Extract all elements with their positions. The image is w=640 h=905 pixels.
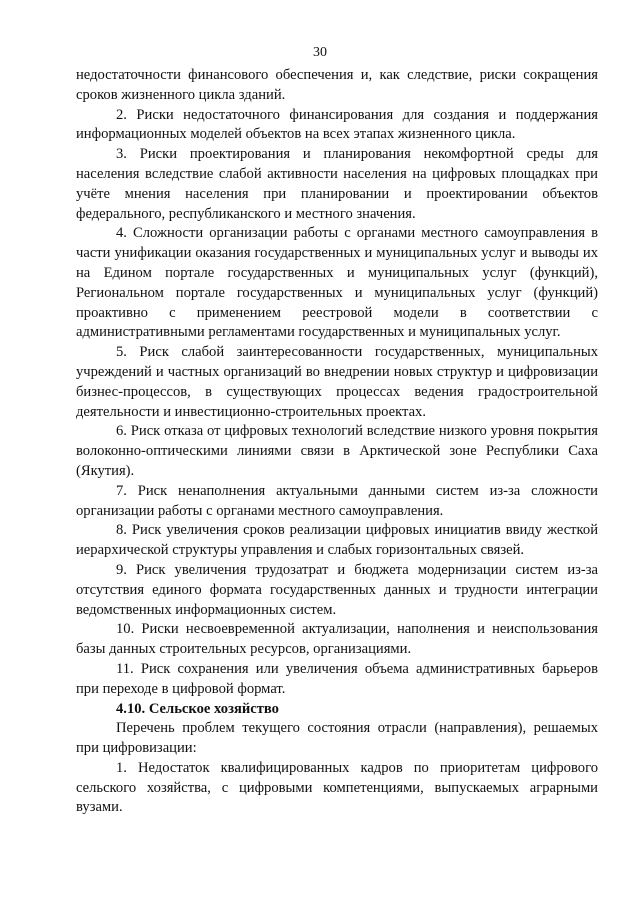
paragraph-risk-9: 9. Риск увеличения трудозатрат и бюджета модернизации систем из-за отсутствия единого формата государственных данных и трудности интеграции ведомственных информационных систем.	[76, 561, 598, 618]
section-heading: 4.10. Сельское хозяйство	[116, 700, 279, 717]
paragraph-risk-3: 3. Риски проектирования и планирования некомфортной среды для населения вследствие слабой активности населения на цифровых площадках при учёте мнения населения при планировании и проектировании объектов федерального, республиканского и местного значения.	[76, 146, 598, 222]
page-number: 30	[313, 45, 327, 60]
paragraph-risk-11: 11. Риск сохранения или увеличения объема административных барьеров при переходе в цифровой формат.	[76, 660, 598, 697]
paragraph-risk-10: 10. Риски несвоевременной актуализации, наполнения и неиспользования базы данных строительных ресурсов, организациями.	[76, 621, 598, 658]
paragraph-risk-2: 2. Риски недостаточного финансирования для создания и поддержания информационных моделей объектов на всех этапах жизненного цикла.	[76, 106, 598, 143]
paragraph-risk-8: 8. Риск увеличения сроков реализации цифровых инициатив ввиду жесткой иерархической структуры управления и слабых горизонтальных связей.	[76, 522, 598, 559]
paragraph-risk-6: 6. Риск отказа от цифровых технологий вследствие низкого уровня покрытия волоконно-оптическими линиями связи в Арктической зоне Республики Саха (Якутия).	[76, 423, 598, 479]
paragraph-continuation: недостаточности финансового обеспечения и, как следствие, риски сокращения сроков жизненного цикла зданий.	[76, 67, 598, 103]
paragraph-risk-4: 4. Сложности организации работы с органами местного самоуправления в части унификации оказания государственных и муниципальных услуг и выводы их на Едином портале государственных и муниципальных услуг (функций), Региональном портале государственных и муниципальных услуг (функций) проактивно с применением реестровой модели в соответствии с административными регламентами государственных и муниципальных услуг.	[76, 225, 598, 341]
paragraph-intro: Перечень проблем текущего состояния отрасли (направления), решаемых при цифровизации:	[76, 720, 598, 757]
paragraph-risk-7: 7. Риск ненаполнения актуальными данными систем из-за сложности организации работы с органами местного самоуправления.	[76, 482, 598, 519]
document-body	[76, 66, 598, 818]
paragraph-risk-5: 5. Риск слабой заинтересованности государственных, муниципальных учреждений и частных организаций во внедрении новых структур и цифровизации бизнес-процессов, в существующих процессах ведения градостроительной деятельности и инвестиционно-строительных проектах.	[76, 344, 598, 420]
paragraph-problem-1: 1. Недостаток квалифицированных кадров по приоритетам цифрового сельского хозяйства, с цифровыми компетенциями, выпускаемых аграрными вузами.	[76, 759, 598, 816]
